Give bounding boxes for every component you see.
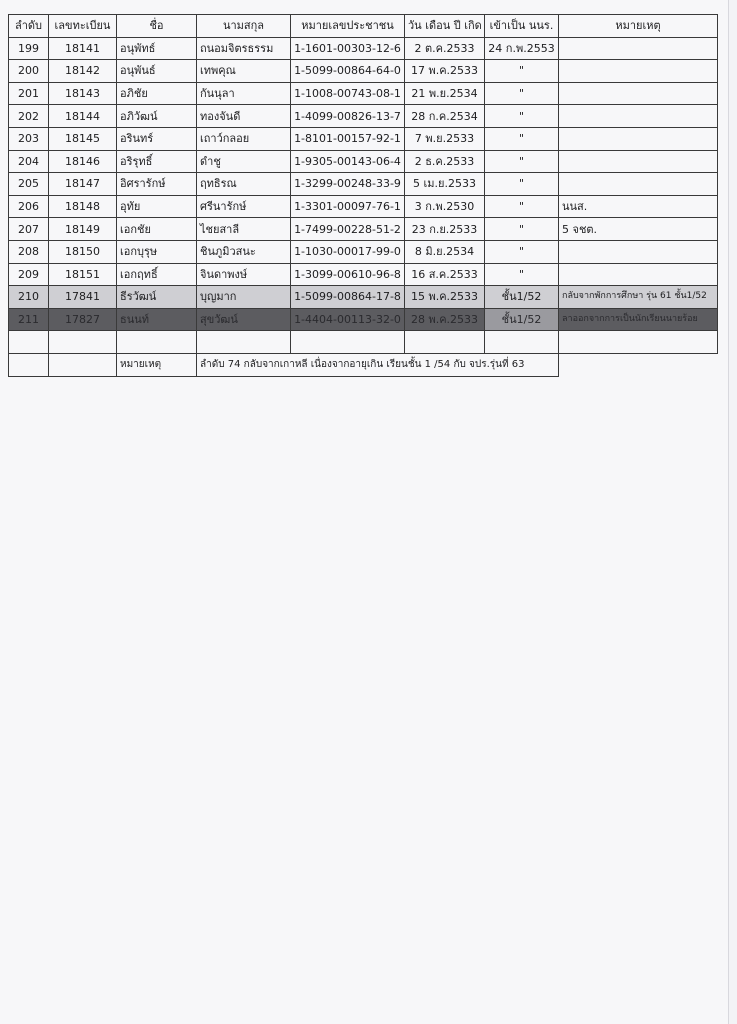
table-row xyxy=(9,60,718,83)
cell-no: 204 xyxy=(9,150,49,173)
footnote-text: ลำดับ 74 กลับจากเกาหลี เนื่องจากอายุเกิน เรียนชั้น 1 /54 กับ จปร.รุ่นที่ 63 xyxy=(197,353,559,376)
cell-first-name: อุทัย xyxy=(117,195,197,218)
cell-entry-date: ชั้น1/52 xyxy=(485,286,559,309)
header-entry-date: เข้าเป็น นนร. xyxy=(485,15,559,38)
header-birth-date: วัน เดือน ปี เกิด xyxy=(405,15,485,38)
cell-entry-date: ชั้น1/52 xyxy=(485,308,559,331)
cell-no: 201 xyxy=(9,82,49,105)
cell-first-name: อนุพัทธ์ xyxy=(117,37,197,60)
cell-last-name: ทองจันดี xyxy=(197,105,291,128)
cell-remark xyxy=(559,82,718,105)
cell-first-name: อภิวัฒน์ xyxy=(117,105,197,128)
table-row xyxy=(9,105,718,128)
cell-birth-date: 7 พ.ย.2533 xyxy=(405,127,485,150)
cell-last-name: ชินภูมิวสนะ xyxy=(197,240,291,263)
cell-national-id: 1-9305-00143-06-4 xyxy=(291,150,405,173)
cell-entry-date: " xyxy=(485,105,559,128)
cell-last-name: ถนอมจิตรธรรม xyxy=(197,37,291,60)
cell-first-name: เอกฤทธิ์ xyxy=(117,263,197,286)
table-row-resigned xyxy=(9,308,718,331)
table-row xyxy=(9,240,718,263)
cell-birth-date: 3 ก.พ.2530 xyxy=(405,195,485,218)
cell-no: 202 xyxy=(9,105,49,128)
cell-entry-date: " xyxy=(485,218,559,241)
cell-birth-date: 28 ก.ค.2534 xyxy=(405,105,485,128)
table-row xyxy=(9,195,718,218)
cell-remark xyxy=(559,263,718,286)
cell-last-name: เทพคุณ xyxy=(197,60,291,83)
cell-birth-date: 15 พ.ค.2533 xyxy=(405,286,485,309)
cell-remark: นนส. xyxy=(559,195,718,218)
cell-no: 200 xyxy=(9,60,49,83)
cell-registration: 18143 xyxy=(49,82,117,105)
cell-entry-date: " xyxy=(485,150,559,173)
table-row xyxy=(9,218,718,241)
cell-empty xyxy=(9,331,49,354)
cell-registration: 18148 xyxy=(49,195,117,218)
cell-entry-date: " xyxy=(485,173,559,196)
table-row xyxy=(9,173,718,196)
cell-national-id: 1-5099-00864-64-0 xyxy=(291,60,405,83)
cell-registration: 18147 xyxy=(49,173,117,196)
cell-national-id: 1-4404-00113-32-0 xyxy=(291,308,405,331)
cell-birth-date: 28 พ.ค.2533 xyxy=(405,308,485,331)
cell-entry-date: " xyxy=(485,195,559,218)
cell-national-id: 1-4099-00826-13-7 xyxy=(291,105,405,128)
header-first-name: ชื่อ xyxy=(117,15,197,38)
cell-national-id: 1-8101-00157-92-1 xyxy=(291,127,405,150)
cell-first-name: ธนนท์ xyxy=(117,308,197,331)
cell-empty xyxy=(49,353,117,376)
cell-empty xyxy=(117,331,197,354)
header-national-id: หมายเลขประชาชน xyxy=(291,15,405,38)
cell-birth-date: 21 พ.ย.2534 xyxy=(405,82,485,105)
cell-no: 208 xyxy=(9,240,49,263)
cell-remark: 5 จชต. xyxy=(559,218,718,241)
cell-birth-date: 2 ต.ค.2533 xyxy=(405,37,485,60)
cell-registration: 18146 xyxy=(49,150,117,173)
cell-birth-date: 17 พ.ค.2533 xyxy=(405,60,485,83)
cell-no: 206 xyxy=(9,195,49,218)
table-row xyxy=(9,150,718,173)
cell-first-name: เอกบุรุษ xyxy=(117,240,197,263)
cell-registration: 17827 xyxy=(49,308,117,331)
table-row-footnote xyxy=(9,353,718,376)
cell-no: 205 xyxy=(9,173,49,196)
cell-empty xyxy=(197,331,291,354)
cell-birth-date: 5 เม.ย.2533 xyxy=(405,173,485,196)
cell-last-name: จินดาพงษ์ xyxy=(197,263,291,286)
cell-registration: 18150 xyxy=(49,240,117,263)
cell-birth-date: 8 มิ.ย.2534 xyxy=(405,240,485,263)
cell-no: 209 xyxy=(9,263,49,286)
cell-entry-date: " xyxy=(485,263,559,286)
cell-national-id: 1-3301-00097-76-1 xyxy=(291,195,405,218)
cell-first-name: ธีรวัฒน์ xyxy=(117,286,197,309)
table-row-returned xyxy=(9,286,718,309)
cell-remark xyxy=(559,173,718,196)
table-header-row xyxy=(9,15,718,38)
cell-empty xyxy=(405,331,485,354)
cell-national-id: 1-1008-00743-08-1 xyxy=(291,82,405,105)
cell-first-name: อรินทร์ xyxy=(117,127,197,150)
cell-remark xyxy=(559,150,718,173)
cell-registration: 18144 xyxy=(49,105,117,128)
table-row-empty xyxy=(9,331,718,354)
cell-registration: 18151 xyxy=(49,263,117,286)
cell-remark xyxy=(559,127,718,150)
cell-no: 211 xyxy=(9,308,49,331)
header-last-name: นามสกุล xyxy=(197,15,291,38)
header-no: ลำดับ xyxy=(9,15,49,38)
cell-national-id: 1-1030-00017-99-0 xyxy=(291,240,405,263)
cell-empty xyxy=(9,353,49,376)
cell-remark xyxy=(559,60,718,83)
table-row xyxy=(9,82,718,105)
cell-birth-date: 2 ธ.ค.2533 xyxy=(405,150,485,173)
cell-entry-date: " xyxy=(485,240,559,263)
cell-last-name: บุญมาก xyxy=(197,286,291,309)
cell-empty xyxy=(559,353,718,376)
cell-last-name: ดำชู xyxy=(197,150,291,173)
cell-no: 203 xyxy=(9,127,49,150)
cell-last-name: สุขวัฒน์ xyxy=(197,308,291,331)
header-registration: เลขทะเบียน xyxy=(49,15,117,38)
cell-no: 207 xyxy=(9,218,49,241)
cell-entry-date: " xyxy=(485,82,559,105)
cell-no: 199 xyxy=(9,37,49,60)
cell-empty xyxy=(49,331,117,354)
cell-birth-date: 23 ก.ย.2533 xyxy=(405,218,485,241)
cell-registration: 18142 xyxy=(49,60,117,83)
cell-entry-date: 24 ก.พ.2553 xyxy=(485,37,559,60)
cell-national-id: 1-7499-00228-51-2 xyxy=(291,218,405,241)
cell-national-id: 1-1601-00303-12-6 xyxy=(291,37,405,60)
cell-first-name: เอกชัย xyxy=(117,218,197,241)
cadet-roster-table xyxy=(8,14,718,377)
cell-registration: 18149 xyxy=(49,218,117,241)
cell-last-name: กันนุลา xyxy=(197,82,291,105)
cell-entry-date: " xyxy=(485,127,559,150)
header-remark: หมายเหตุ xyxy=(559,15,718,38)
cell-empty xyxy=(291,331,405,354)
cell-empty xyxy=(559,331,718,354)
cell-registration: 17841 xyxy=(49,286,117,309)
cell-entry-date: " xyxy=(485,60,559,83)
cell-first-name: อภิชัย xyxy=(117,82,197,105)
cell-last-name: ไชยสาลี xyxy=(197,218,291,241)
cell-last-name: เถาว์กลอย xyxy=(197,127,291,150)
cell-last-name: ฤทธิรณ xyxy=(197,173,291,196)
cell-registration: 18145 xyxy=(49,127,117,150)
footnote-label: หมายเหตุ xyxy=(117,353,197,376)
cell-birth-date: 16 ส.ค.2533 xyxy=(405,263,485,286)
table-row xyxy=(9,127,718,150)
table-row xyxy=(9,37,718,60)
cell-first-name: อิศรารักษ์ xyxy=(117,173,197,196)
cell-empty xyxy=(485,331,559,354)
cell-last-name: ศรีนารักษ์ xyxy=(197,195,291,218)
cell-registration: 18141 xyxy=(49,37,117,60)
cell-national-id: 1-5099-00864-17-8 xyxy=(291,286,405,309)
cell-first-name: อริรุทธิ์ xyxy=(117,150,197,173)
cell-no: 210 xyxy=(9,286,49,309)
cell-remark: กลับจากพักการศึกษา รุ่น 61 ชั้น1/52 xyxy=(559,286,718,309)
table-row xyxy=(9,263,718,286)
cell-remark xyxy=(559,240,718,263)
cell-remark xyxy=(559,37,718,60)
cell-first-name: อนุพันธ์ xyxy=(117,60,197,83)
cell-national-id: 1-3099-00610-96-8 xyxy=(291,263,405,286)
cell-national-id: 1-3299-00248-33-9 xyxy=(291,173,405,196)
cell-remark: ลาออกจากการเป็นนักเรียนนายร้อย xyxy=(559,308,718,331)
cell-remark xyxy=(559,105,718,128)
